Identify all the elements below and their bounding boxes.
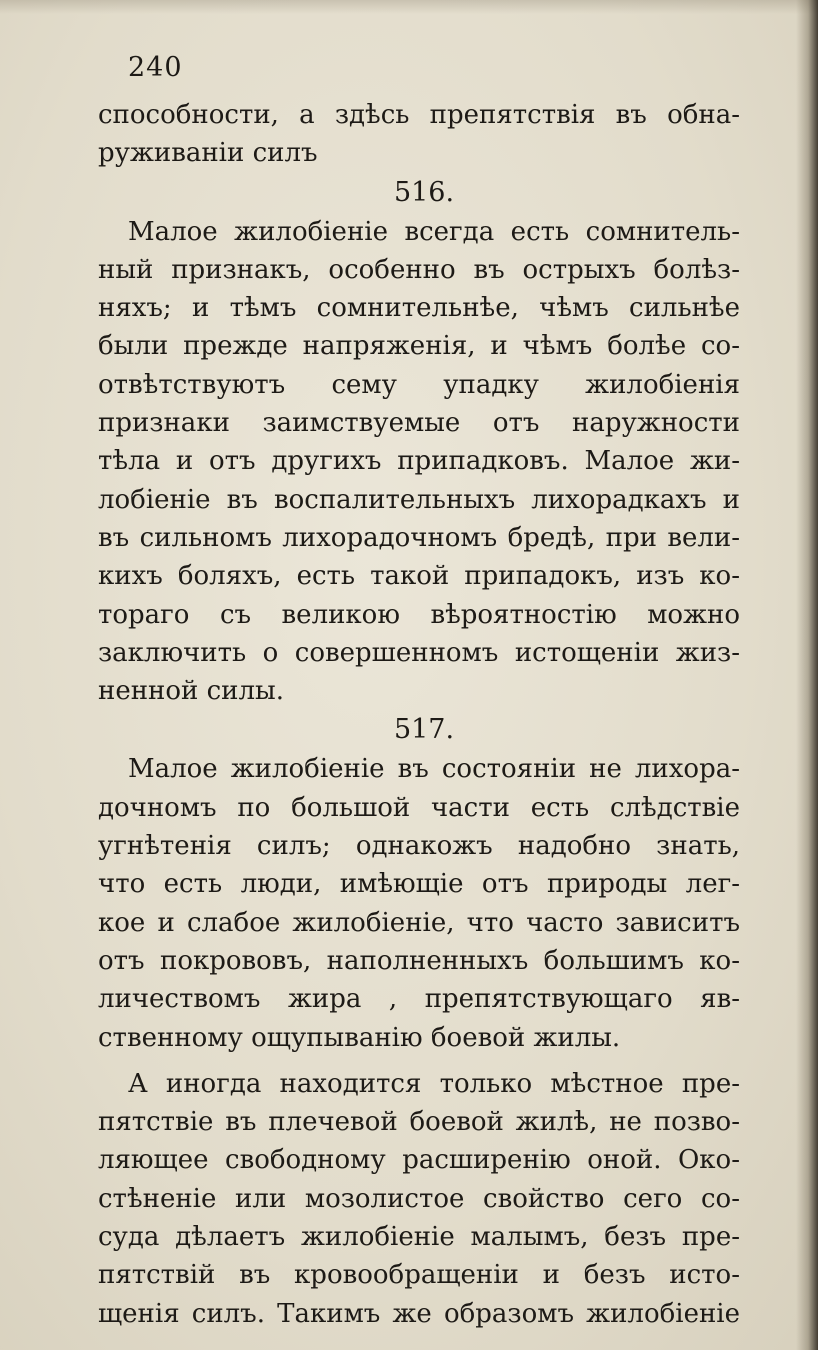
text-line: ненной силы. (98, 676, 284, 707)
text-line: личествомъ жира , препятствующаго яв- (98, 984, 740, 1015)
page-text (98, 96, 740, 1333)
text-line: ственному ощупыванію боевой жилы. (98, 1022, 621, 1053)
text-line: Малое жилобіеніе въ состояніи не лихора- (128, 754, 740, 785)
text-line: заключить о совершенномъ истощеніи жиз- (98, 637, 740, 668)
text-line: лобіеніе въ воспалительныхъ лихорадкахъ и (98, 484, 740, 515)
text-line: пятствіе въ плечевой боевой жилѣ, не позво- (98, 1107, 740, 1138)
text-line: отвѣтствуютъ сему упадку жилобіенія (98, 369, 740, 400)
text-line: были прежде напряженія, и чѣмъ болѣе со- (98, 331, 740, 362)
text-line: стѣненіе или мозолистое свойство сего со- (98, 1183, 740, 1214)
page-top-shadow (0, 0, 818, 14)
text-line: дочномъ по большой части есть слѣдствіе (98, 792, 740, 823)
text-line: тораго съ великою вѣроятностію можно (98, 599, 740, 630)
page-number: 240 (128, 52, 183, 83)
text-line: ляющее свободному расширенію оной. Око- (98, 1145, 740, 1176)
text-line: пятствій въ кровообращеніи и безъ исто- (98, 1260, 740, 1291)
paragraph-gap (98, 1057, 740, 1065)
text-line: способности, а здѣсь препятствія въ обна- (98, 100, 740, 130)
text-line: Малое жилобіеніе всегда есть сомнитель- (128, 216, 740, 247)
page-binding-edge (796, 0, 818, 1350)
text-line: кихъ боляхъ, есть такой припадокъ, изъ ко- (98, 561, 740, 592)
section-number-516: 516. (393, 176, 455, 208)
section-number-517: 517. (393, 714, 455, 746)
text-line: тѣла и отъ другихъ припадковъ. Малое жи- (98, 446, 740, 477)
text-line: въ сильномъ лихорадочномъ бредѣ, при вели- (98, 522, 740, 553)
text-line: А иногда находится только мѣстное пре- (128, 1068, 740, 1099)
text-line: руживаніи силъ (98, 138, 318, 169)
text-line: признаки заимствуемые отъ наружности (98, 408, 740, 439)
text-line: няхъ; и тѣмъ сомнительнѣе, чѣмъ сильнѣе (98, 293, 740, 324)
text-line: щенія силъ. Такимъ же образомъ жилобіеніе (98, 1298, 740, 1329)
text-line: угнѣтенія силъ; однакожъ надобно знать, (98, 831, 740, 862)
text-line: что есть люди, имѣющіе отъ природы лег- (98, 869, 740, 900)
text-line: кое и слабое жилобіеніе, что часто зависитъ (98, 907, 740, 938)
text-line: ный признакъ, особенно въ острыхъ болѣз- (98, 254, 740, 285)
text-line: суда дѣлаетъ жилобіеніе малымъ, безъ пре- (98, 1222, 740, 1253)
text-line: отъ покрововъ, наполненныхъ большимъ ко- (98, 945, 740, 976)
